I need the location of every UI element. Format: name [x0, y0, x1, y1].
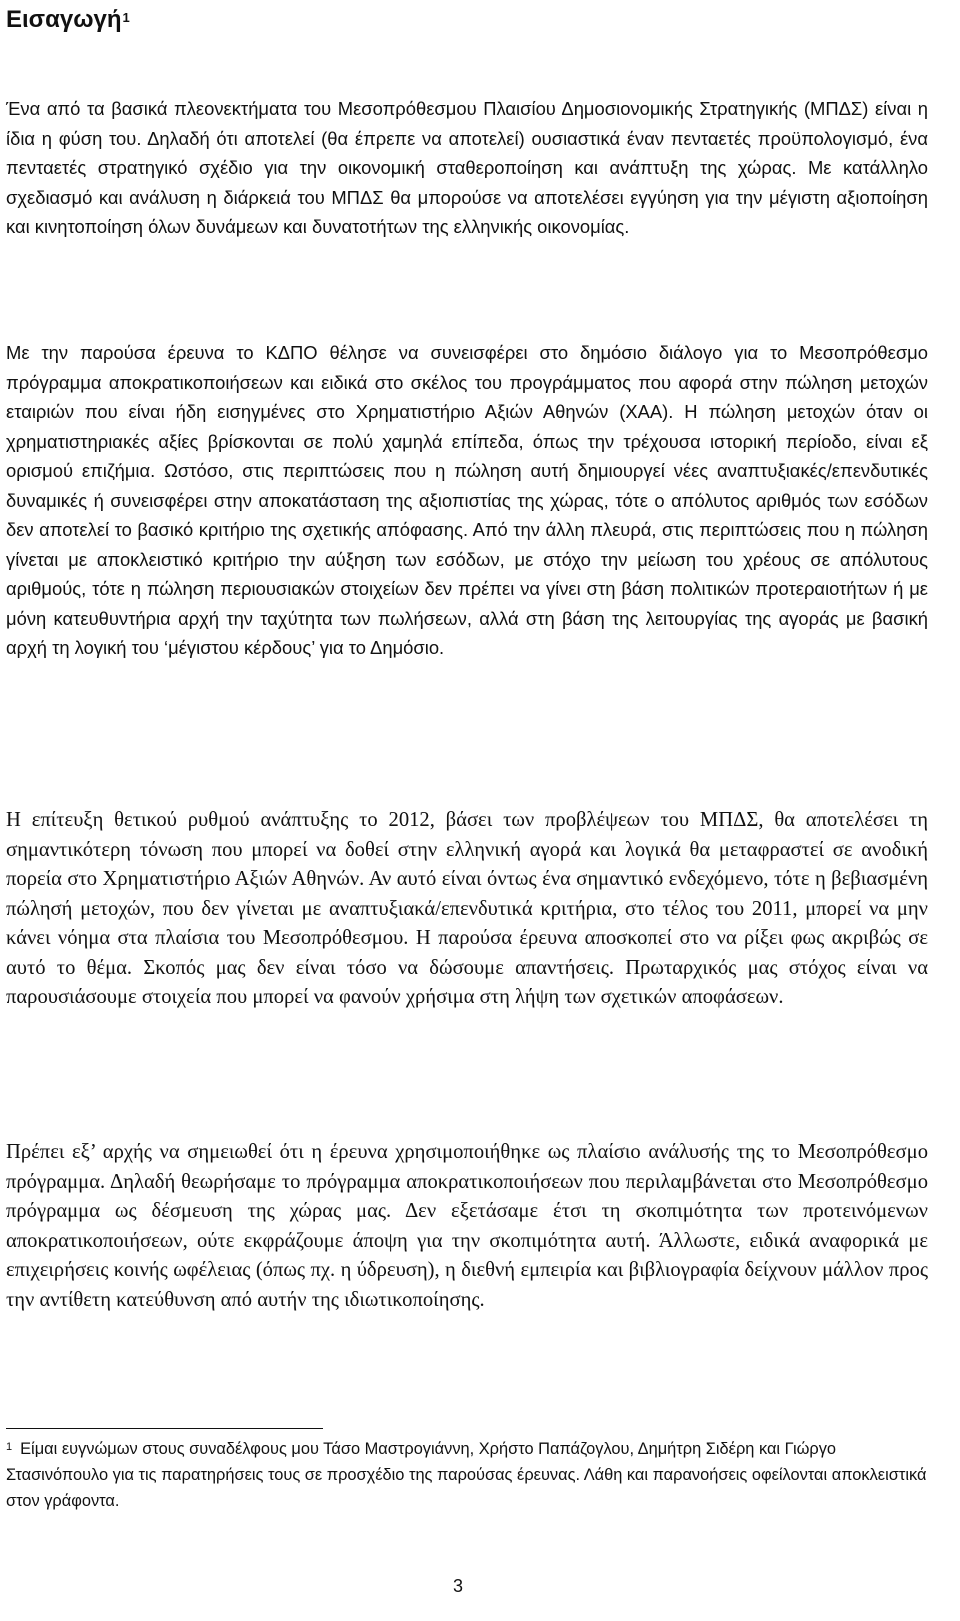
- paragraph-analysis-framework: Πρέπει εξ’ αρχής να σημειωθεί ότι η έρευνα χρησιμοποιήθηκε ως πλαίσιο ανάλυσής της το Μεσοπρόθεσμο πρόγραμμα. Δηλαδή θεωρήσαμε το πρόγραμμα αποκρατικοποιήσεων που περιλαμβάνεται στο Μεσοπρόθεσμο πρόγραμμα ως δέσμευση της χώρας μας. Δεν εξετάσαμε έτσι τη σκοπιμότητα των προτεινόμενων αποκρατικοποιήσεων, ούτε εκφράζουμε άποψη για την σκοπιμότητα αυτή. Άλλωστε, ειδικά αναφορικά με επιχειρήσεις κοινής ωφέλειας (όπως πχ. η ύδρευση), η διεθνή εμπειρία και βιβλιογραφία δείχνουν μάλλον προς την αντίθετη κατεύθυνση από αυτήν της ιδιωτικοποίησης.: [6, 1141, 928, 1311]
- paragraph-intro: Ένα από τα βασικά πλεονεκτήματα του Μεσοπρόθεσμου Πλαισίου Δημοσιονομικής Στρατηγικής (ΜΠΔΣ) είναι η ίδια η φύση του. Δηλαδή ότι αποτελεί (θα έπρεπε να αποτελεί) ουσιαστικά έναν πενταετές προϋπολογισμό, ένα πενταετές στρατηγικό σχέδιο για την οικονομική σταθεροποίηση και ανάπτυξη της χώρας. Με κατάλληλο σχεδιασμό και ανάλυση η διάρκειά του ΜΠΔΣ θα μπορούσε να αποτελέσει εγγύηση για την μέγιστη αξιοποίηση και κινητοποίηση όλων δυνάμεων και δυνατοτήτων της ελληνικής οικονομίας.: [6, 98, 928, 237]
- footnote-text: Είμαι ευγνώμων στους συναδέλφους μου Τάσο Μαστρογιάννη, Χρήστο Παπάζογλου, Δημήτρη Σιδέρη και Γιώργο Στασινόπουλο για τις παρατηρήσεις τους σε προσχέδιο της παρούσας έρευνας. Λάθη και παρανοήσεις οφείλονται αποκλειστικά στον γράφοντα.: [6, 1440, 927, 1510]
- heading-title: Εισαγωγή: [6, 6, 122, 33]
- footnote-divider: [6, 1428, 323, 1429]
- page-number: 3: [453, 1576, 464, 1596]
- footnote: [6, 1436, 928, 1514]
- paragraph-growth-outlook: Η επίτευξη θετικού ρυθμού ανάπτυξης το 2012, βάσει των προβλέψεων του ΜΠΔΣ, θα αποτελέσει τη σημαντικότερη τόνωση που μπορεί να δοθεί στην ελληνική αγορά και λογικά θα μεταφραστεί σε ανοδική πορεία στο Χρηματιστήριο Αξιών Αθηνών. Αν αυτό είναι όντως ένα σημαντικό ενδεχόμενο, τότε η βεβιασμένη πώλησή μετοχών, που δεν γίνεται με αναπτυξιακά/επενδυτικά κριτήρια, στο τέλος του 2011, μπορεί να μην κάνει νόημα στα πλαίσια του Μεσοπρόθεσμου. Η παρούσα έρευνα αποσκοπεί στο να ρίξει φως ακριβώς σε αυτό το θέμα. Σκοπός μας δεν είναι τόσο να δώσουμε απαντήσεις. Πρωταρχικός μας στόχος είναι να παρουσιάσουμε στοιχεία που μπορεί να φανούν χρήσιμα στη λήψη των σχετικών αποφάσεων.: [6, 809, 928, 1008]
- footnote-reference[interactable]: 1: [122, 10, 130, 25]
- footnote-number: 1: [6, 1441, 13, 1453]
- section-heading: [6, 4, 130, 36]
- paragraph-research-purpose: Με την παρούσα έρευνα το ΚΔΠΟ θέλησε να συνεισφέρει στο δημόσιο διάλογο για το Μεσοπρόθεσμο πρόγραμμα αποκρατικοποιήσεων και ειδικά στο σκέλος του προγράμματος που αφορά στην πώληση μετοχών εταιριών που είναι ήδη εισηγμένες στο Χρηματιστήριο Αξιών Αθηνών (ΧΑΑ). Η πώληση μετοχών όταν οι χρηματιστηριακές αξίες βρίσκονται σε πολύ χαμηλά επίπεδα, όπως την τρέχουσα ιστορική περίοδο, είναι εξ ορισμού επιζήμια. Ωστόσο, στις περιπτώσεις που η πώληση αυτή δημιουργεί νέες αναπτυξιακές/επενδυτικές δυναμικές ή συνεισφέρει στην αποκατάσταση της αξιοπιστίας της χώρας, τότε ο απόλυτος αριθμός των εσόδων δεν αποτελεί το βασικό κριτήριο της σχετικής απόφασης. Από την άλλη πλευρά, στις περιπτώσεις που η πώληση γίνεται με αποκλειστικό κριτήριο την αύξηση των εσόδων, με στόχο την μείωση του χρέους σε απόλυτους αριθμούς, τότε η πώληση περιουσιακών στοιχείων δεν πρέπει να γίνει στη βάση πολιτικών προτεραιοτήτων ή με μόνη κατευθυντήρια αρχή την ταχύτητα των πωλήσεων, αλλά στη βάση της λειτουργίας της αγοράς με βασική αρχή τη λογική του ‘μέγιστου κέρδους’ για το Δημόσιο.: [6, 342, 928, 658]
